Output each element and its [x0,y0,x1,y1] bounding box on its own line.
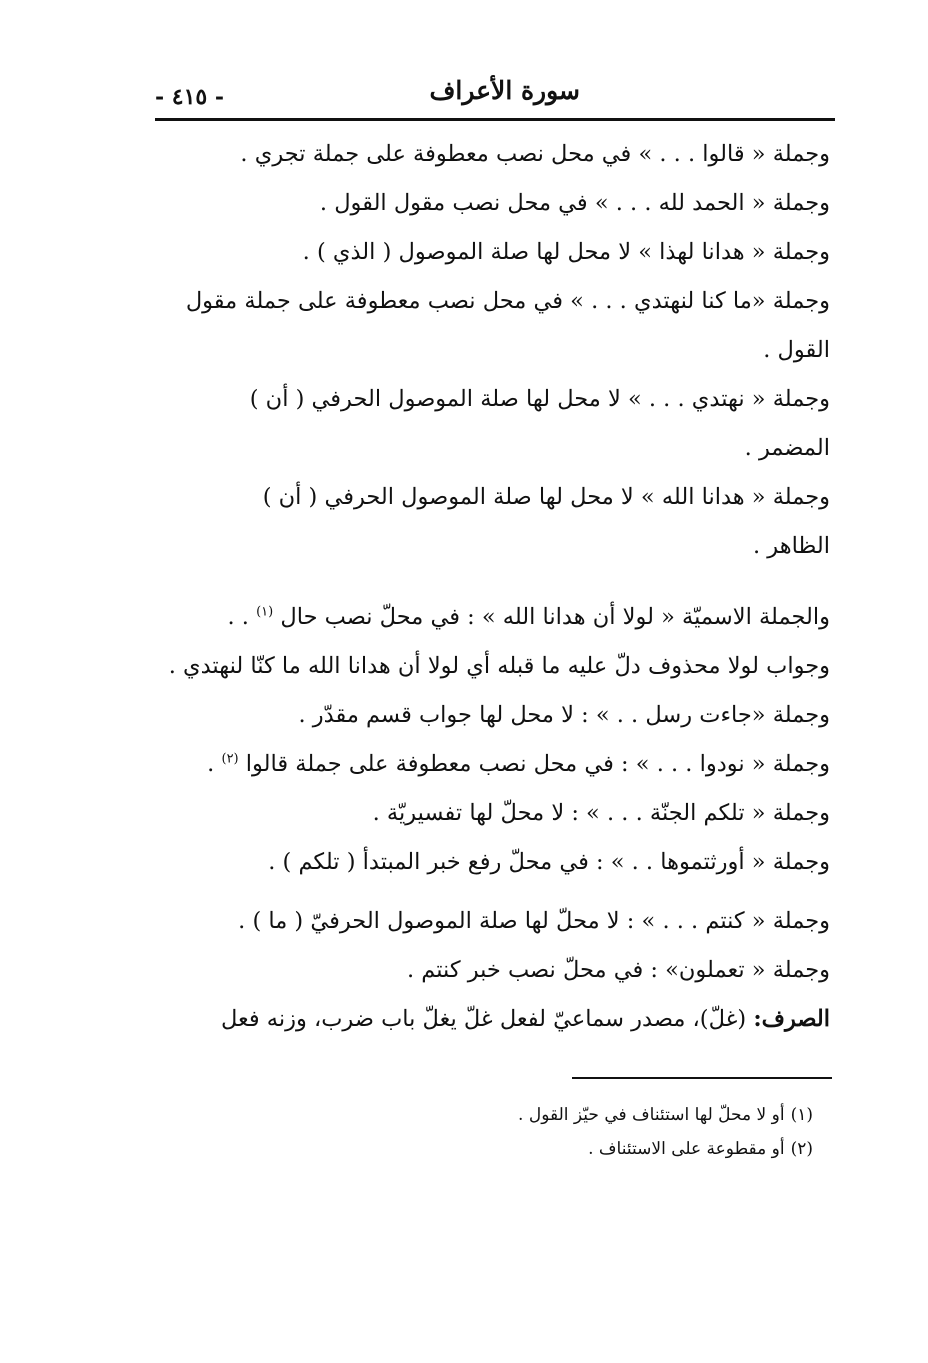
page-header [155,76,835,116]
page-number: - ٤١٥ - [155,84,225,110]
surah-title: سورة الأعراف [429,76,580,105]
paragraph-13: وجملة « كنتم . . . » : لا محلّ لها صلة الموصول الحرفيّ ( ما ) . [238,908,830,934]
paragraph-6: وجملة « هدانا الله » لا محل لها صلة الموصول الحرفي ( أن ) الظاهر . [262,484,830,559]
footnote-number: (١) [790,1105,813,1125]
paragraph-15: الصرف: (غلّ)، مصدر سماعيّ لفعل غلّ يغلّ باب ضرب، وزنه فعل [220,1006,830,1032]
paragraph-14: وجملة « تعملون» : في محلّ نصب خبر كنتم . [406,957,830,983]
footnote-ref-1[interactable]: (١) [256,604,274,620]
footnote-divider [572,1077,832,1079]
section-spacer [150,571,830,593]
header-divider [155,118,835,121]
paragraph-5: وجملة « نهتدي . . . » لا محل لها صلة الموصول الحرفي ( أن ) المضمر . [249,386,830,461]
section-spacer [150,887,830,897]
main-text [150,130,830,1044]
footnotes [313,1098,813,1166]
paragraph-3: وجملة « هدانا لهذا » لا محل لها صلة الموصول ( الذي ) . [302,239,830,265]
sarf-label: الصرف: [753,1006,830,1032]
paragraph-8: وجواب لولا محذوف دلّ عليه ما قبله أي لولا أن هدانا الله ما كنّا لنهتدي . [168,653,830,679]
paragraph-11: وجملة « تلكم الجنّة . . . » : لا محلّ لها تفسيريّة . [372,800,830,826]
paragraph-7: والجملة الاسميّة « لولا أن هدانا الله » : في محلّ نصب حال $^{(١)}$ . . [227,604,830,630]
footnote-1: (١)أو لا محلّ لها استئناف في حيّز القول . [518,1105,813,1125]
paragraph-4: وجملة «ما كنا لنهتدي . . . » في محل نصب معطوفة على جملة مقول القول . [185,288,830,363]
footnote-number: (٢) [790,1139,813,1159]
paragraph-12: وجملة « أورثتموها . . » : في محلّ رفع خبر المبتدأ ( تلكم ) . [268,849,830,875]
footnote-2: (٢)أو مقطوعة على الاستئناف . [588,1139,813,1159]
footnote-ref-2[interactable]: (٢) [221,751,239,767]
paragraph-2: وجملة « الحمد لله . . . » في محل نصب مقول القول . [319,190,830,216]
paragraph-1: وجملة « قالوا . . . » في محل نصب معطوفة على جملة تجري . [240,141,830,167]
paragraph-9: وجملة «جاءت رسل . . » : لا محل لها جواب قسم مقدّر . [298,702,830,728]
paragraph-10: وجملة « نودوا . . . » : في محل نصب معطوفة على جملة قالوا $^{(٢)}$ . [207,751,830,777]
